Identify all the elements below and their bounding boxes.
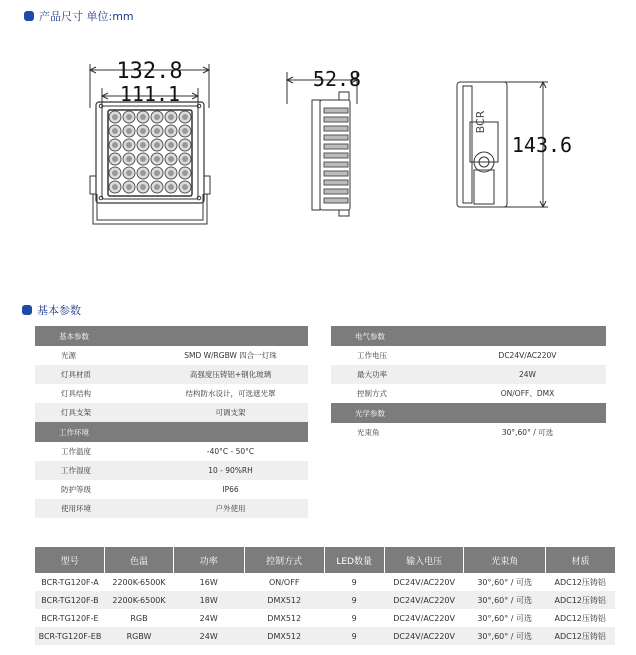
table-row (35, 627, 615, 645)
led-chip (182, 184, 188, 190)
table-cell: 30°,60° / 可选 (477, 613, 533, 623)
table-cell: DMX512 (244, 591, 324, 609)
table-cell: 24W (173, 627, 244, 645)
spec-group-header (35, 422, 308, 442)
table-cell: 2200K-6500K (112, 577, 166, 587)
table-row (35, 609, 615, 627)
table-cell: DMX512 (244, 627, 324, 645)
dim-depth: 52.8 (312, 67, 362, 91)
table-cell: DC24V/AC220V (384, 591, 464, 609)
spec-key: 光束角 (357, 428, 380, 437)
led-chip (140, 156, 146, 162)
spec-row (35, 480, 308, 499)
led-chip (168, 128, 174, 134)
led-chip (182, 156, 188, 162)
led-chip (154, 142, 160, 148)
led-chip (126, 142, 132, 148)
led-chip (168, 156, 174, 162)
spec-value: 高强度压铸铝+钢化玻璃 (153, 365, 308, 384)
dim-inner-width: 111.1 (119, 82, 181, 106)
section-title-params (22, 302, 81, 318)
column-header: 控制方式 (244, 547, 324, 573)
led-chip (140, 128, 146, 134)
table-cell: RGBW (105, 627, 173, 645)
spec-row (35, 442, 308, 461)
spec-key: 控制方式 (357, 389, 387, 398)
table-cell: 24W (199, 613, 218, 623)
column-header: 型号 (35, 547, 105, 573)
spec-group-label: 光学参数 (331, 403, 606, 423)
column-header: LED数量 (324, 547, 384, 573)
section-title-dimensions-text: 产品尺寸 单位:mm (39, 10, 134, 23)
heatsink-fin (324, 153, 348, 158)
led-chip (126, 170, 132, 176)
heatsink-fin (324, 171, 348, 176)
led-chip (154, 128, 160, 134)
heatsink-fin (324, 126, 348, 131)
table-cell: 30°,60° / 可选 (464, 591, 545, 609)
spec-row (35, 499, 308, 518)
spec-group-label: 电气参数 (331, 326, 606, 346)
led-chip (154, 170, 160, 176)
spec-group-header (331, 403, 606, 423)
spec-key: 最大功率 (331, 365, 449, 384)
spec-row (35, 461, 308, 480)
heatsink-fin (324, 135, 348, 140)
spec-row (35, 346, 308, 365)
table-cell: 9 (351, 577, 357, 587)
spec-row (331, 365, 606, 384)
table-cell: 30°,60° / 可选 (477, 577, 533, 587)
dim-height: 143.6 (511, 133, 573, 157)
model-table-header (35, 547, 615, 573)
spec-value: 可调支架 (153, 403, 308, 422)
spec-key: 灯具结构 (61, 389, 91, 398)
led-chip (168, 170, 174, 176)
led-chip (126, 184, 132, 190)
spec-key: 工作湿度 (35, 461, 153, 480)
heatsink-fin (324, 144, 348, 149)
led-chip (182, 114, 188, 120)
heatsink-fin (324, 117, 348, 122)
led-chip (140, 170, 146, 176)
led-chip (154, 114, 160, 120)
table-cell: 9 (324, 591, 384, 609)
table-cell: ADC12压铸铝 (545, 627, 615, 645)
led-chip (182, 128, 188, 134)
table-cell: 30°,60° / 可选 (464, 627, 545, 645)
led-array (109, 111, 191, 193)
spec-row (35, 384, 308, 403)
spec-key: 灯具支架 (35, 403, 153, 422)
column-header: 功率 (173, 547, 244, 573)
led-chip (112, 128, 118, 134)
spec-value: DC24V/AC220V (498, 351, 557, 360)
side-view (287, 72, 357, 216)
spec-row (35, 403, 308, 422)
spec-key: 使用环境 (35, 499, 153, 518)
led-chip (154, 156, 160, 162)
led-chip (126, 114, 132, 120)
table-cell: 9 (324, 627, 384, 645)
brand-mark: BCR (474, 110, 487, 134)
spec-value: 10 - 90%RH (153, 461, 308, 480)
led-chip (168, 142, 174, 148)
heatsink-fin (324, 108, 348, 113)
spec-value: 24W (449, 365, 606, 384)
led-chip (168, 184, 174, 190)
table-cell: BCR-TG120F-B (35, 591, 105, 609)
led-chip (112, 170, 118, 176)
spec-value: ON/OFF、DMX (500, 389, 555, 398)
led-chip (168, 114, 174, 120)
spec-group-header (35, 326, 308, 346)
spec-value: 结构防水设计，可选遮光罩 (185, 389, 276, 398)
spec-value: IP66 (222, 485, 239, 494)
table-cell: ON/OFF (268, 577, 300, 587)
spec-value: SMD W/RGBW 四合一灯珠 (184, 351, 277, 360)
spec-group-label: 工作环境 (35, 422, 308, 442)
table-cell: BCR-TG120F-A (41, 577, 99, 587)
table-cell: 16W (199, 577, 218, 587)
heatsink-fin (324, 189, 348, 194)
led-chip (126, 156, 132, 162)
table-cell: DMX512 (267, 613, 302, 623)
table-cell: DC24V/AC220V (393, 613, 455, 623)
column-header: 色温 (105, 547, 173, 573)
spec-row (331, 384, 606, 403)
table-cell: 18W (173, 591, 244, 609)
column-header: 材质 (545, 547, 615, 573)
table-cell: 9 (351, 613, 357, 623)
section-title-params-text: 基本参数 (37, 304, 81, 317)
led-chip (182, 142, 188, 148)
spec-value: -40°C - 50°C (206, 447, 255, 456)
led-chip (112, 142, 118, 148)
table-cell: BCR-TG120F-E (41, 613, 99, 623)
spec-value: 户外使用 (153, 499, 308, 518)
dim-total-width: 132.8 (116, 59, 183, 84)
spec-key: 灯具材质 (35, 365, 153, 384)
table-cell: RGB (130, 613, 148, 623)
table-cell: BCR-TG120F-EB (35, 627, 105, 645)
model-table (35, 547, 615, 645)
table-cell: DC24V/AC220V (384, 627, 464, 645)
spec-group-label: 基本参数 (35, 326, 308, 346)
table-row (35, 573, 615, 591)
table-cell: ADC12压铸铝 (545, 591, 615, 609)
table-cell: ADC12压铸铝 (554, 577, 606, 587)
heatsink-fin (324, 180, 348, 185)
led-chip (182, 170, 188, 176)
spec-table-right (331, 326, 606, 442)
heatsink-fin (324, 162, 348, 167)
spec-value: 30°,60° / 可选 (501, 428, 554, 437)
led-chip (140, 184, 146, 190)
led-chip (112, 114, 118, 120)
spec-row (35, 365, 308, 384)
spec-key: 工作温度 (61, 447, 91, 456)
heatsink-fin (324, 198, 348, 203)
led-chip (140, 114, 146, 120)
led-chip (154, 184, 160, 190)
spec-table-left (35, 326, 308, 518)
column-header: 光束角 (464, 547, 545, 573)
column-header: 输入电压 (384, 547, 464, 573)
led-chip (112, 156, 118, 162)
table-cell: DC24V/AC220V (393, 577, 455, 587)
table-row (35, 591, 615, 609)
spec-key: 光源 (61, 351, 76, 360)
section-bullet-icon (22, 305, 32, 315)
table-cell: 2200K-6500K (105, 591, 173, 609)
spec-row (331, 423, 606, 442)
spec-key: 防护等级 (61, 485, 91, 494)
spec-row (331, 346, 606, 365)
led-chip (140, 142, 146, 148)
spec-group-header (331, 326, 606, 346)
spec-key: 工作电压 (357, 351, 387, 360)
led-chip (112, 184, 118, 190)
table-cell: ADC12压铸铝 (554, 613, 606, 623)
dimension-drawing (0, 0, 636, 270)
led-chip (126, 128, 132, 134)
